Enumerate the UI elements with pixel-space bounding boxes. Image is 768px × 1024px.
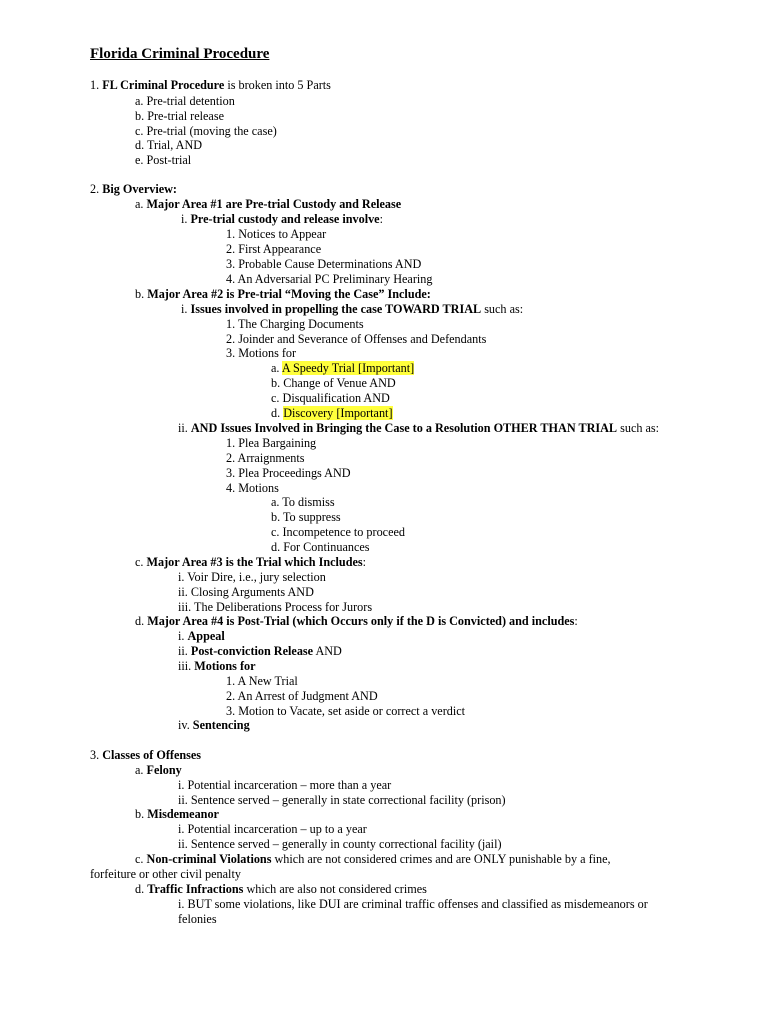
list-item: 4. An Adversarial PC Preliminary Hearing	[226, 272, 433, 286]
list-item: iv. Sentencing	[178, 718, 250, 732]
list-item: b. Pre-trial release	[135, 109, 224, 123]
list-item: iii. Motions for	[178, 659, 256, 673]
major-area-2-subhead-i: i. Issues involved in propelling the case TOWARD TRIAL such as:	[181, 302, 524, 316]
list-item-highlighted: a. A Speedy Trial [Important]	[271, 361, 415, 375]
list-item: 3. Motion to Vacate, set aside or correct a verdict	[226, 704, 466, 718]
list-item: 3. Motions for	[226, 346, 297, 360]
list-item: 3. Plea Proceedings AND	[226, 466, 351, 480]
list-item: 4. Motions	[226, 481, 279, 495]
section-3-heading: 3. Classes of Offenses	[90, 748, 202, 762]
major-area-1-subhead: i. Pre-trial custody and release involve:	[181, 212, 383, 226]
major-area-1: a. Major Area #1 are Pre-trial Custody and Release	[135, 197, 402, 211]
offense-traffic: d. Traffic Infractions which are also not considered crimes	[135, 882, 427, 896]
list-item: ii. Closing Arguments AND	[178, 585, 314, 599]
list-item: e. Post-trial	[135, 153, 192, 167]
list-item: 2. An Arrest of Judgment AND	[226, 689, 378, 703]
list-item: c. Disqualification AND	[271, 391, 390, 405]
offense-non-criminal-cont: forfeiture or other civil penalty	[90, 867, 241, 881]
list-item: 3. Probable Cause Determinations AND	[226, 257, 422, 271]
list-item: d. For Continuances	[271, 540, 370, 554]
list-item: i. Potential incarceration – up to a year	[178, 822, 367, 836]
list-item: i. BUT some violations, like DUI are criminal traffic offenses and classified as misdemeanors or	[178, 897, 648, 911]
list-item: i. Appeal	[178, 629, 225, 643]
list-item: ii. Sentence served – generally in state correctional facility (prison)	[178, 793, 506, 807]
list-item: 1. A New Trial	[226, 674, 298, 688]
list-item: i. Voir Dire, i.e., jury selection	[178, 570, 326, 584]
list-item: 1. Notices to Appear	[226, 227, 327, 241]
list-item: ii. Post-conviction Release AND	[178, 644, 342, 658]
list-item: ii. Sentence served – generally in county correctional facility (jail)	[178, 837, 502, 851]
major-area-2: b. Major Area #2 is Pre-trial “Moving the Case” Include:	[135, 287, 431, 301]
list-item: 2. Joinder and Severance of Offenses and Defendants	[226, 332, 487, 346]
list-item-highlighted: d. Discovery [Important]	[271, 406, 393, 420]
highlight-speedy-trial: A Speedy Trial [Important]	[281, 361, 415, 375]
offense-non-criminal: c. Non-criminal Violations which are not considered crimes and are ONLY punishable by a fine,	[135, 852, 611, 866]
list-item: d. Trial, AND	[135, 138, 203, 152]
offense-felony: a. Felony	[135, 763, 182, 777]
list-item: iii. The Deliberations Process for Jurors	[178, 600, 373, 614]
list-item: b. Change of Venue AND	[271, 376, 396, 390]
section-1-heading: 1. FL Criminal Procedure is broken into 5 Parts	[90, 78, 331, 92]
section-2-heading: 2. Big Overview:	[90, 182, 177, 196]
offense-misdemeanor: b. Misdemeanor	[135, 807, 219, 821]
list-item: i. Potential incarceration – more than a year	[178, 778, 392, 792]
major-area-3: c. Major Area #3 is the Trial which Includes:	[135, 555, 367, 569]
major-area-4: d. Major Area #4 is Post-Trial (which Occurs only if the D is Convicted) and includes:	[135, 614, 578, 628]
list-item: c. Incompetence to proceed	[271, 525, 405, 539]
list-item: 2. Arraignments	[226, 451, 305, 465]
major-area-2-subhead-ii: ii. AND Issues Involved in Bringing the Case to a Resolution OTHER THAN TRIAL such as:	[178, 421, 660, 435]
list-item: 2. First Appearance	[226, 242, 322, 256]
list-item: c. Pre-trial (moving the case)	[135, 124, 277, 138]
list-item: a. Pre-trial detention	[135, 94, 235, 108]
list-item: 1. Plea Bargaining	[226, 436, 317, 450]
list-item: 1. The Charging Documents	[226, 317, 364, 331]
list-item: felonies	[178, 912, 217, 926]
highlight-discovery: Discovery [Important]	[283, 406, 393, 420]
list-item: a. To dismiss	[271, 495, 335, 509]
page-title: Florida Criminal Procedure	[90, 46, 270, 62]
list-item: b. To suppress	[271, 510, 341, 524]
